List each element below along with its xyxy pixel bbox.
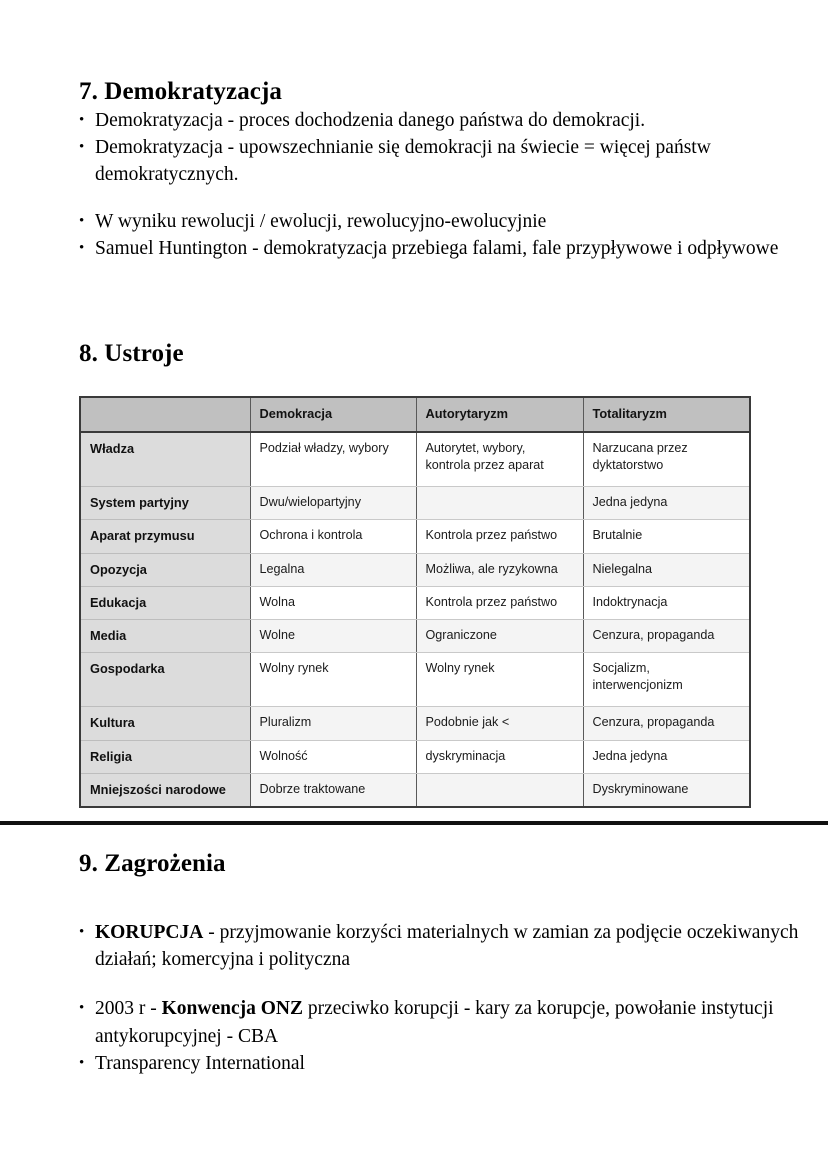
page-title-section-8: 8. Ustroje	[79, 340, 184, 367]
row-header-gospodarka: Gospodarka	[80, 653, 250, 707]
table-cell: Jedna jedyna	[583, 487, 750, 520]
table-row	[80, 773, 750, 807]
list-item	[0, 919, 828, 974]
bullet-list-konwencja	[0, 995, 828, 1077]
table-row	[80, 707, 750, 740]
table-header-demokracja: Demokracja	[250, 397, 416, 432]
table-header-totalitaryzm: Totalitaryzm	[583, 397, 750, 432]
list-item-bold-lead: KORUPCJA	[95, 921, 204, 943]
table-cell: Podział władzy, wybory	[250, 432, 416, 487]
table-cell: Cenzura, propaganda	[583, 620, 750, 653]
table-cell: Podobnie jak <	[416, 707, 583, 740]
list-item	[0, 1050, 828, 1077]
list-item	[0, 995, 828, 1050]
table-cell	[416, 773, 583, 807]
row-header-wladza: Władza	[80, 432, 250, 487]
table-cell: Kontrola przez państwo	[416, 520, 583, 553]
table-row	[80, 653, 750, 707]
table-header-row	[80, 397, 750, 432]
table-cell	[416, 487, 583, 520]
list-item-text: przeciwko korupcji - kary za korupcje, powołanie instytucji antykorupcyjnej - CBA	[95, 998, 774, 1047]
list-item-text: Transparency International	[95, 1052, 305, 1074]
list-group-spacer	[0, 189, 828, 208]
list-item: • Demokratyzacja - proces dochodzenia danego państwa do demokracji.	[0, 107, 828, 134]
ustroje-table-container	[79, 396, 749, 808]
section-zagrozenia	[0, 826, 828, 1077]
table-cell: Nielegalna	[583, 553, 750, 586]
table-row	[80, 620, 750, 653]
table-cell: Autorytet, wybory, kontrola przez aparat	[416, 432, 583, 487]
table-cell: Dyskryminowane	[583, 773, 750, 807]
row-header-kultura: Kultura	[80, 707, 250, 740]
row-header-edukacja: Edukacja	[80, 586, 250, 619]
table-cell: Indoktrynacja	[583, 586, 750, 619]
table-row	[80, 520, 750, 553]
table-cell: Pluralizm	[250, 707, 416, 740]
row-header-opozycja: Opozycja	[80, 553, 250, 586]
section-demokratyzacja	[0, 0, 828, 262]
row-header-media: Media	[80, 620, 250, 653]
table-cell: Narzucana przez dyktatorstwo	[583, 432, 750, 487]
row-header-system-partyjny: System partyjny	[80, 487, 250, 520]
table-row	[80, 487, 750, 520]
table-cell: Socjalizm, interwencjonizm	[583, 653, 750, 707]
table-cell: Jedna jedyna	[583, 740, 750, 773]
list-item: • Demokratyzacja - upowszechnianie się demokracji na świecie = więcej państw demokratycznych.	[0, 134, 828, 189]
table-cell: dyskryminacja	[416, 740, 583, 773]
bullet-list-demokratyzacja-definitions	[0, 107, 828, 189]
table-cell: Wolny rynek	[250, 653, 416, 707]
table-cell: Dobrze traktowane	[250, 773, 416, 807]
table-cell: Dwu/wielopartyjny	[250, 487, 416, 520]
table-row	[80, 553, 750, 586]
table-cell: Wolny rynek	[416, 653, 583, 707]
table-cell: Cenzura, propaganda	[583, 707, 750, 740]
table-cell: Brutalnie	[583, 520, 750, 553]
table-cell: Kontrola przez państwo	[416, 586, 583, 619]
row-header-religia: Religia	[80, 740, 250, 773]
table-cell: Legalna	[250, 553, 416, 586]
table-cell: Ochrona i kontrola	[250, 520, 416, 553]
table-cell: Wolne	[250, 620, 416, 653]
table-header-autorytaryzm: Autorytaryzm	[416, 397, 583, 432]
list-item-bold-mid: Konwencja ONZ	[161, 998, 303, 1020]
list-item: • W wyniku rewolucji / ewolucji, rewolucyjno-ewolucyjnie	[0, 208, 828, 235]
list-item-prefix: 2003 r -	[95, 998, 162, 1020]
page-title-section-9: 9. Zagrożenia	[79, 850, 226, 877]
table-cell: Możliwa, ale ryzykowna	[416, 553, 583, 586]
table-cell: Wolność	[250, 740, 416, 773]
list-item: • Samuel Huntington - demokratyzacja przebiega falami, fale przypływowe i odpływowe	[0, 235, 828, 262]
list-group-spacer	[0, 973, 828, 995]
row-header-mniejszosci-narodowe: Mniejszości narodowe	[80, 773, 250, 807]
list-item-text: - przyjmowanie korzyści materialnych w zamian za podjęcie oczekiwanych działań; komercyjna i polityczna	[95, 921, 799, 971]
table-body	[80, 432, 750, 807]
bullet-list-korupcja	[0, 919, 828, 974]
bullet-list-demokratyzacja-process	[0, 208, 828, 263]
ustroje-comparison-table	[79, 396, 751, 808]
table-row	[80, 586, 750, 619]
table-row	[80, 740, 750, 773]
row-header-aparat-przymusu: Aparat przymusu	[80, 520, 250, 553]
table-cell: Wolna	[250, 586, 416, 619]
section-divider-rule	[0, 821, 828, 825]
table-header-corner	[80, 397, 250, 432]
table-row	[80, 432, 750, 487]
table-cell: Ograniczone	[416, 620, 583, 653]
table-header	[80, 397, 750, 432]
page-title-section-7: 7. Demokratyzacja	[79, 78, 283, 105]
